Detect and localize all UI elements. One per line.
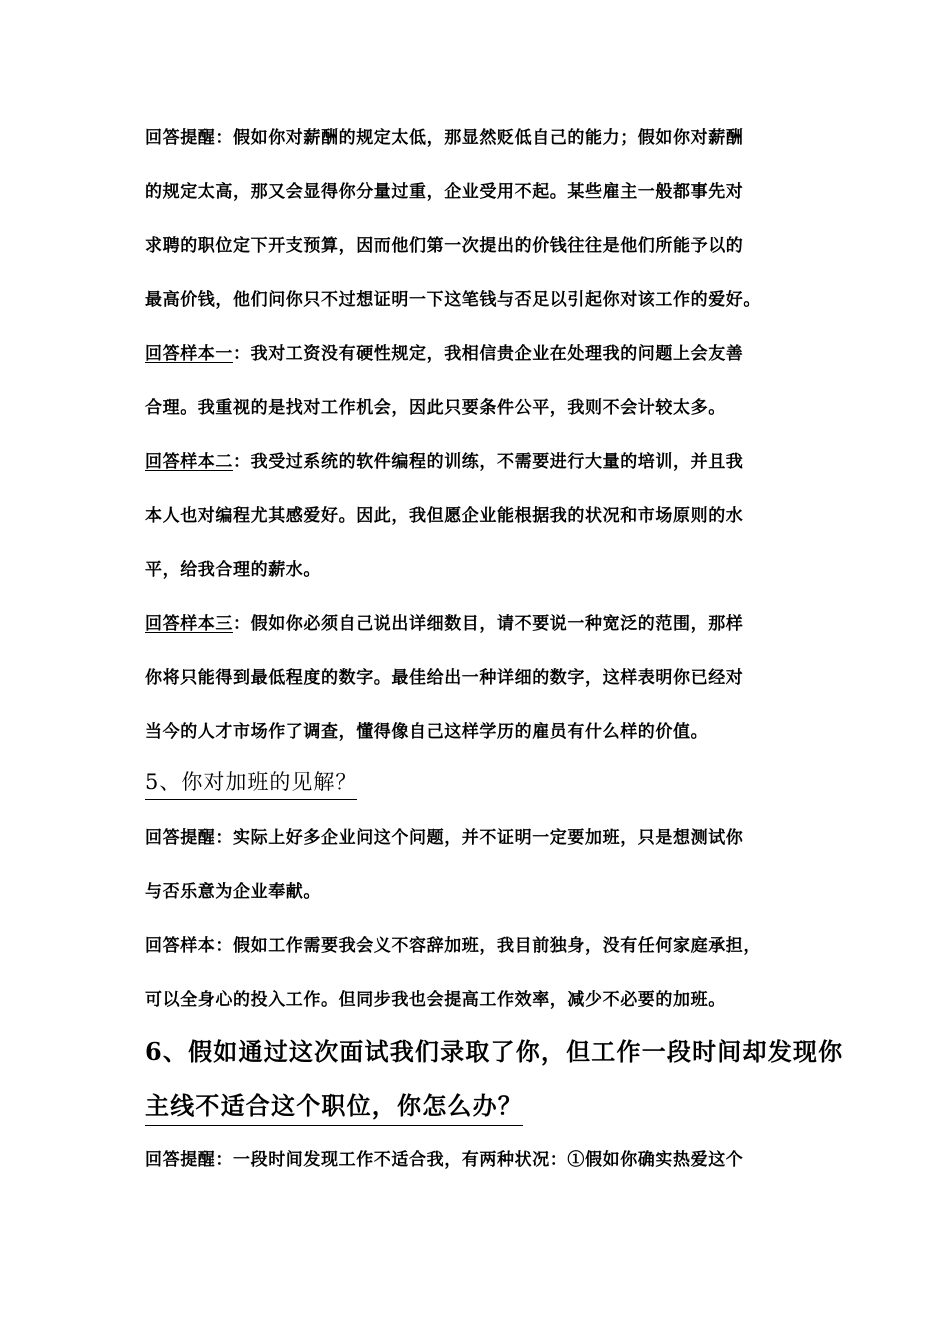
paragraph-line: 求聘的职位定下开支预算，因而他们第一次提出的价钱往往是他们所能予以的 [145,236,744,256]
sample-label: 回答样本一 [145,344,233,364]
paragraph-line: 回答提醒：假如你对薪酬的规定太低，那显然贬低自己的能力；假如你对薪酬 [145,128,744,148]
section-heading: 5、你对加班的见解？ [145,768,357,800]
paragraph-line: 你将只能得到最低程度的数字。最佳给出一种详细的数字，这样表明你已经对 [145,668,744,688]
hint-label: 回答提醒 [145,128,216,148]
paragraph-line: 可以全身心的投入工作。但同步我也会提高工作效率，减少不必要的加班。 [145,990,726,1010]
paragraph-line: 回答样本三：假如你必须自己说出详细数目，请不要说一种宽泛的范围，那样 [145,614,744,634]
section-heading: 主线不适合这个职位，你怎么办？ [145,1090,523,1126]
sample-label: 回答样本三 [145,614,233,634]
paragraph-line: 当今的人才市场作了调查，懂得像自己这样学历的雇员有什么样的价值。 [145,722,709,742]
paragraph-line: 回答提醒：实际上好多企业问这个问题，并不证明一定要加班，只是想测试你 [145,828,744,848]
paragraph-line: 最高价钱，他们问你只不过想证明一下这笔钱与否足以引起你对该工作的爱好。 [145,290,761,310]
paragraph-line: 回答样本一：我对工资没有硬性规定，我相信贵企业在处理我的问题上会友善 [145,344,744,364]
paragraph-line: 回答样本二：我受过系统的软件编程的训练，不需要进行大量的培训，并且我 [145,452,744,472]
paragraph-line: 合理。我重视的是找对工作机会，因此只要条件公平，我则不会计较太多。 [145,398,726,418]
sample-label: 回答样本二 [145,452,233,472]
paragraph-line: 回答提醒：一段时间发现工作不适合我，有两种状况：①假如你确实热爱这个 [145,1150,744,1170]
paragraph-line: 本人也对编程尤其感爱好。因此，我但愿企业能根据我的状况和市场原则的水 [145,506,744,526]
section-heading: 6、假如通过这次面试我们录取了你，但工作一段时间却发现你 [145,1037,844,1066]
paragraph-line: 与否乐意为企业奉献。 [145,882,321,902]
paragraph-line: 平，给我合理的薪水。 [145,560,321,580]
paragraph-line: 回答样本：假如工作需要我会义不容辞加班，我目前独身，没有任何家庭承担， [145,936,761,956]
paragraph-line: 的规定太高，那又会显得你分量过重，企业受用不起。某些雇主一般都事先对 [145,182,744,202]
